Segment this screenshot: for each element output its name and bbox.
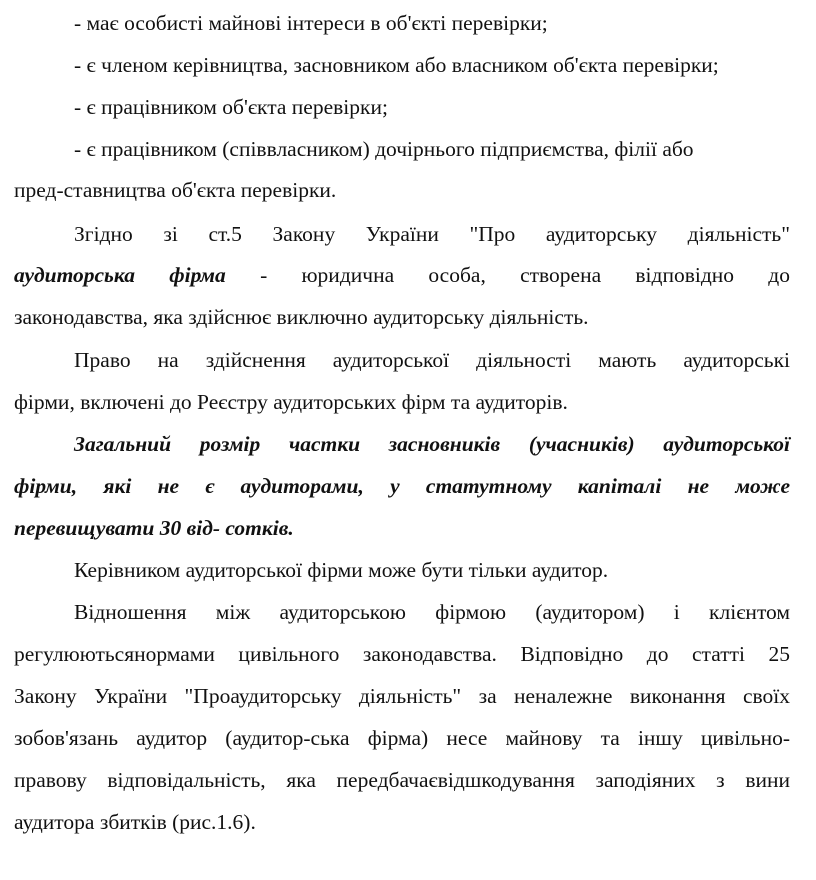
- text-line: законодавства, яка здійснює виключно аудиторську діяльність.: [14, 305, 589, 329]
- text-line: [14, 261, 790, 289]
- text-line: - є працівником об'єкта перевірки;: [74, 95, 388, 119]
- emphasis-line: фірми, які не є аудиторами, у статутному капіталі не може: [14, 474, 790, 498]
- text-line: зобов'язань аудитор (аудитор-ська фірма) несе майнову та іншу цивільно-: [14, 726, 790, 750]
- text-line: регулюютьсянормами цивільного законодавства. Відповідно до статті 25: [14, 642, 790, 666]
- text-line: Згідно зі ст.5 Закону України "Про аудиторську діяльність": [74, 222, 790, 246]
- text-line: аудитора збитків (рис.1.6).: [14, 810, 256, 834]
- text-line: Право на здійснення аудиторської діяльності мають аудиторські: [74, 348, 790, 372]
- text-line: правову відповідальність, яка передбачаєвідшкодування заподіяних з вини: [14, 768, 790, 792]
- text-line: пред-ставництва об'єкта перевірки.: [14, 178, 337, 202]
- definition-text: - юридична особа, створена відповідно до: [225, 263, 790, 287]
- text-line: фірми, включені до Реєстру аудиторських фірм та аудиторів.: [14, 390, 568, 414]
- text-line: - є працівником (співвласником) дочірнього підприємства, філії або: [74, 137, 694, 161]
- text-line: Відношення між аудиторською фірмою (аудитором) і клієнтом: [74, 600, 790, 624]
- text-line: - має особисті майнові інтереси в об'єкті перевірки;: [74, 11, 548, 35]
- emphasis-line: Загальний розмір частки засновників (учасників) аудиторської: [74, 432, 790, 456]
- text-line: Керівником аудиторської фірми може бути тільки аудитор.: [74, 558, 609, 582]
- emphasis-line: перевищувати 30 від- сотків.: [14, 516, 294, 540]
- text-line: Закону України "Проаудиторську діяльність" за неналежне виконання своїх: [14, 684, 790, 708]
- term-highlight: аудиторська фірма: [14, 263, 226, 287]
- text-line: - є членом керівництва, засновником або власником об'єкта перевірки;: [74, 53, 719, 77]
